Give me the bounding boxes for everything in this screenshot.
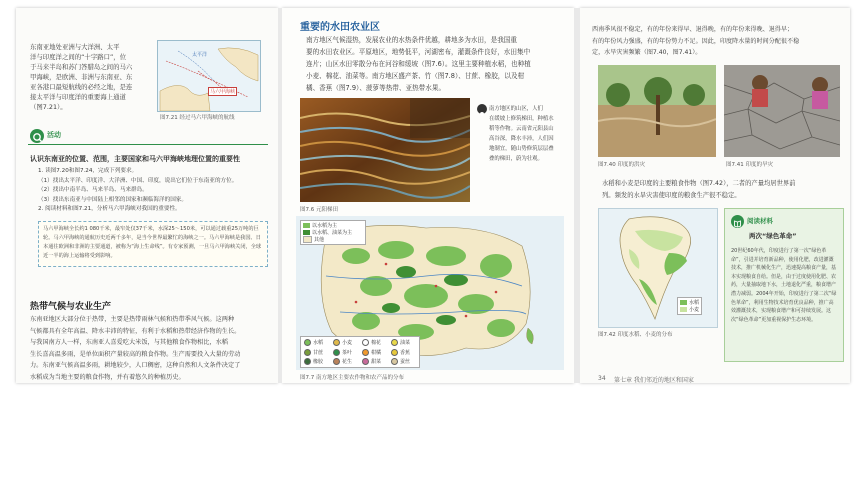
text-line: 小麦、棉花、油菜等。南方地区盛产茶、竹（图7.8）、甘蔗、橡胶，以及柑	[306, 72, 525, 80]
text-line: 叠的梯田，蔚为壮观。	[489, 156, 543, 162]
reading-text: 20世纪60年代，印度进行了第一次“绿色革命”，引进并培育新品种，使用化肥，改进灌溉技术，推广机械化生产，迅速提高粮食产量，基本实现粮食自给。但是，由于过度使用化肥、农药，大量抽取地下水，土地退化严重，粮食增产潜力减弱。2004年开始，印度进行了第二次“绿色革命”，利用生物技术培育优良品种，推广高效灌溉技术，实现粮食增产和可持续发展。这次“绿色革命”更加重视保护生态环境。	[731, 248, 837, 323]
legend-swatch-rice-rapeseed	[303, 230, 310, 235]
crop-symbol-icon	[333, 339, 340, 346]
crop-legend-label: 香蕉	[400, 349, 411, 356]
crop-symbol-icon	[304, 349, 311, 356]
crop-legend-label: 甜菜	[371, 359, 382, 365]
text-line: 于马来半岛和苏门答腊岛之间的马六	[30, 63, 133, 71]
area-legend	[300, 220, 366, 245]
text-line: 洋与印度洋之间的“十字路口”，位	[30, 53, 127, 61]
crop-legend-label: 甘蔗	[313, 349, 324, 356]
crop-symbol-icon	[391, 349, 398, 356]
crop-legend-item	[362, 338, 381, 347]
legend-label: 以水稻为主	[312, 223, 338, 229]
legend-label: 水稻	[689, 300, 700, 306]
flood-photo	[598, 65, 716, 157]
crop-legend-item	[362, 357, 381, 366]
text-line: （图7.21）。	[30, 103, 67, 111]
crop-legend-item	[391, 357, 410, 366]
crop-legend-item	[333, 348, 352, 357]
text-line: 生长喜高温多雨，是单位面积产量较高的粮食作物。生产需要投入大量的劳动	[30, 350, 241, 358]
legend-swatch-rice	[303, 223, 310, 228]
text-line: 南方地区的山区，人们	[489, 106, 543, 112]
section-heading: 热带气候与农业生产	[30, 302, 112, 312]
text-line: （3）找出东南亚与中国陆上相邻的国家和濒临海洋的国家。	[38, 196, 187, 203]
crop-legend-label: 小麦	[342, 340, 353, 346]
text-line: （2）找出中南半岛、马来半岛、马来群岛。	[38, 187, 148, 193]
crop-legend-item	[391, 348, 410, 357]
reading-material-box	[724, 208, 844, 362]
crop-symbol-icon	[304, 339, 311, 346]
activity-label: 活动	[47, 131, 61, 139]
text-line: 东南亚地区大部分位于热带，主要是热带雨林气候和热带季风气候。这两种	[30, 316, 235, 323]
activity-rule	[28, 144, 268, 145]
text-line: 水稻成为当地主要的粮食作物，并有着悠久的种植历史。	[30, 373, 185, 381]
text-line: 力。东南亚气候高温多雨，耕地较少，人口稠密，这种自然和人文条件决定了	[30, 362, 241, 369]
reading-label: 阅读材料	[747, 217, 773, 225]
text-line: 南方地区气候湿热，发展农业的水热条件优越，耕地多为水田，是我国重	[306, 36, 517, 44]
strait-label: 马六甲海峡	[210, 89, 236, 95]
text-line: 水稻和小麦是印度的主要粮食作物（图7.42），二者的产量均居世界前	[602, 180, 796, 187]
text-line: 甲海峡，是欧洲、非洲与东南亚、东	[30, 73, 133, 81]
crop-symbol-icon	[333, 358, 340, 365]
text-line: 稻等作物。云南省元阳县山	[489, 126, 554, 132]
figure-caption: 图7.21 经过马六甲海峡的航线	[160, 115, 235, 121]
india-crop-map	[598, 208, 718, 328]
crop-legend-label: 油菜	[400, 340, 411, 346]
text-line: 亚各港口最短航线的必经之地，是连	[30, 83, 133, 91]
figure-caption: 图7.41 印度的旱灾	[726, 162, 773, 168]
crop-symbol-icon	[362, 349, 369, 356]
book-icon	[731, 215, 744, 228]
crop-legend-item	[333, 338, 352, 347]
text-line: 高谷深，降水丰沛，人们因	[489, 136, 554, 142]
text-line: 与我国南方人一样，东南亚人喜爱吃大米饭，与其他粮食作物相比，水稻	[30, 339, 228, 346]
crop-legend-label: 橡胶	[313, 359, 324, 365]
crop-symbol-icon	[362, 358, 369, 365]
crop-distribution-map	[296, 216, 564, 370]
page-number: 34	[598, 375, 606, 382]
text-line: 西南季风很不稳定，有的年份来得早、退得晚，有的年份来得晚、退得早；	[592, 26, 794, 33]
legend-swatch-rice	[680, 300, 687, 305]
page-gutter	[574, 8, 580, 383]
crop-legend-item	[304, 357, 323, 366]
crop-symbol-icon	[391, 358, 398, 365]
text-line: 2. 阅读材料和图7.21，分析马六甲海峡对我国的重要性。	[38, 206, 181, 212]
activity-icon	[30, 129, 44, 143]
info-box	[38, 221, 268, 267]
text-line: 接太平洋与印度洋的重要海上通道	[30, 93, 126, 101]
crop-legend-label: 蚕丝	[400, 359, 411, 365]
legend-swatch-other	[303, 236, 312, 243]
legend-label: 以水稻、油菜为主	[312, 230, 353, 236]
terrace-photo	[300, 98, 470, 202]
text-line: 气候都具有全年高温、降水丰沛的特征，有利于水稻和热带经济作物的生长。	[30, 327, 241, 335]
crop-legend-label: 柑橘	[371, 349, 382, 356]
text-line: 东南亚地处亚洲与大洋洲、太平	[30, 43, 120, 51]
right-page	[580, 8, 850, 383]
reading-title: 两次“绿色革命”	[749, 232, 797, 240]
text-line: 连片；山区水田零散分布在河谷和缓坡（图7.6）。这里主要种植水稻，也种植	[306, 60, 531, 68]
crop-legend-label: 棉花	[371, 340, 382, 346]
chapter-footer: 第七章 我们邻近的地区和国家	[614, 377, 694, 383]
route-map-graphic	[158, 41, 260, 111]
legend-label: 其他	[314, 237, 325, 243]
figure-caption: 图7.40 印度的洪灾	[598, 162, 645, 168]
crop-legend-label: 茶叶	[342, 349, 353, 356]
text-line: 有的年份风力强盛，有的年份势力不足。因此，印度降水量的时间分配很不稳	[592, 37, 800, 45]
text-line: 定，水旱灾害频繁（图7.40，图7.41）。	[592, 49, 702, 56]
figure-caption: 图7.7 南方地区主要农作物和农产品的分布	[300, 375, 404, 381]
text-line: 地制宜，随山势修筑层层叠	[489, 146, 554, 152]
text-line: 橘、香蕉（图7.9）、菠萝等热带、亚热带水果。	[306, 84, 446, 92]
crop-legend-item	[362, 348, 381, 357]
text-line: 1. 读图7.20和图7.24，完成下列要求。	[38, 168, 138, 174]
crop-symbol-icon	[304, 358, 311, 365]
info-box-text: 马六甲海峡全长约1 080千米，最窄处仅37千米，水深25～150米，可以通过载重25万吨的巨轮。马六甲海峡的通航历史近两千多年，是当今世界最繁忙的海峡之一。马六甲海峡是我国、日本通往欧洲和非洲的主要通道，被称为“海上生命线”。有专家预测，一旦马六甲海峡关闭，全球近一半的海上运输将受到影响。	[43, 226, 262, 259]
section-heading: 重要的水田农业区	[300, 22, 380, 33]
left-page	[16, 8, 278, 383]
crop-legend-item	[304, 338, 323, 347]
india-legend	[677, 297, 702, 315]
drought-photo	[724, 65, 840, 157]
figure-caption: 图7.42 印度水稻、小麦的分布	[598, 332, 673, 338]
malacca-route-map	[157, 40, 261, 112]
page-gutter	[278, 8, 282, 383]
legend-swatch-wheat	[680, 307, 687, 312]
crop-symbol-icon	[362, 339, 369, 346]
text-line: 要的水田农业区。平原地区，地势低平，河湖密布，灌溉条件良好，水田集中	[306, 48, 531, 56]
camera-icon	[477, 104, 487, 114]
crop-legend-item	[333, 357, 352, 366]
text-line: 列。频发的水旱灾害使印度的粮食生产很不稳定。	[602, 192, 741, 199]
text-line: （1）找出太平洋、印度洋、大洋洲、中国、印度，说出它们位于东南亚的方位。	[38, 177, 238, 184]
crop-legend	[300, 336, 420, 368]
ocean-label: 太平洋	[192, 52, 208, 58]
activity-title: 认识东南亚的位置、范围，主要国家和马六甲海峡地理位置的重要性	[30, 155, 240, 163]
crop-legend-label: 水稻	[313, 340, 324, 346]
crop-symbol-icon	[333, 349, 340, 356]
figure-caption: 图7.6 元阳梯田	[300, 207, 338, 213]
crop-legend-label: 花生	[342, 359, 353, 365]
crop-symbol-icon	[391, 339, 398, 346]
crop-legend-item	[304, 348, 323, 357]
middle-page	[282, 8, 574, 383]
text-line: 在缓坡上修筑梯田，种植水	[489, 116, 554, 122]
crop-legend-item	[391, 338, 410, 347]
legend-label: 小麦	[689, 307, 700, 313]
